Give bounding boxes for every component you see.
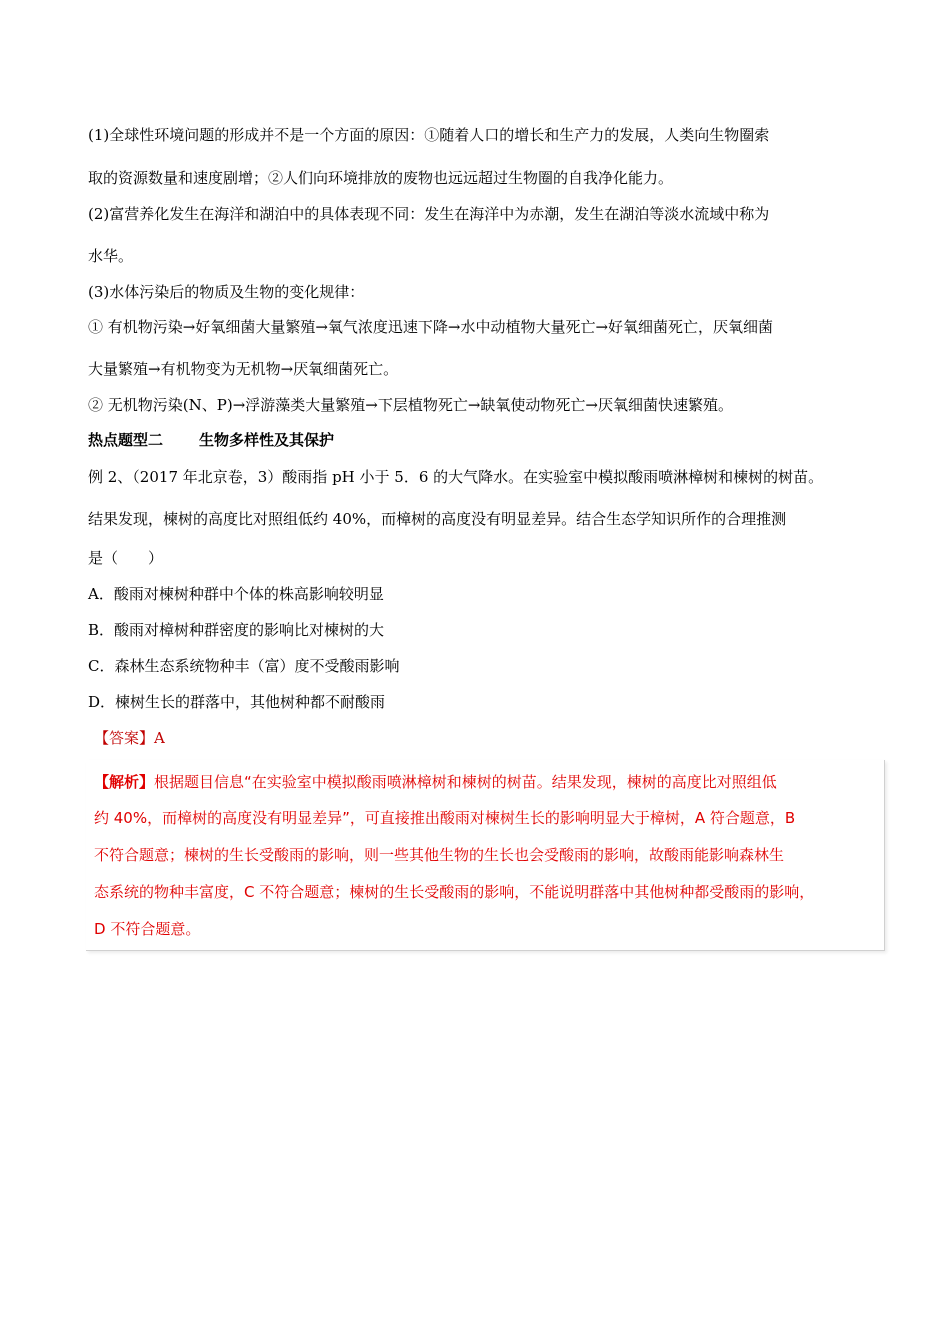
option-a: A．酸雨对楝树种群中个体的株高影响较明显 [88,585,384,603]
section-label: 热点题型二 [88,431,164,449]
section-title: 生物多样性及其保护 [199,431,335,449]
analysis-line-3: 不符合题意；楝树的生长受酸雨的影响，则一些其他生物的生长也会受酸雨的影响，故酸雨能影响森林生 [94,846,785,864]
note-3-item-1-line-1: ① 有机物污染→好氧细菌大量繁殖→氧气浓度迅速下降→水中动植物大量死亡→好氧细菌死亡，厌氧细菌 [88,318,774,336]
analysis-line-5: D 不符合题意。 [94,920,201,938]
analysis-text-1: 根据题目信息“在实验室中模拟酸雨喷淋樟树和楝树的树苗。结果发现，楝树的高度比对照组低 [154,773,777,791]
analysis-line-1 [94,772,777,792]
option-c: C．森林生态系统物种丰（富）度不受酸雨影响 [88,657,400,675]
section-heading [88,430,334,450]
question-line-3: 是（ ） [88,549,164,567]
note-3-item-2: ② 无机物污染(N、P)→浮游藻类大量繁殖→下层植物死亡→缺氧使动物死亡→厌氧细菌快速繁殖。 [88,396,733,414]
option-b: B．酸雨对樟树种群密度的影响比对楝树的大 [88,621,385,639]
note-3-title: (3)水体污染后的物质及生物的变化规律： [88,283,365,301]
note-2-line-1: (2)富营养化发生在海洋和湖泊中的具体表现不同：发生在海洋中为赤潮，发生在湖泊等淡水流域中称为 [88,205,770,223]
note-2-line-2: 水华。 [88,247,134,265]
note-1-line-2: 取的资源数量和速度剧增；②人们向环境排放的废物也远远超过生物圈的自我净化能力。 [88,169,674,187]
analysis-tag: 【解析】 [94,773,155,791]
answer: 【答案】A [94,729,165,747]
note-3-item-1-line-2: 大量繁殖→有机物变为无机物→厌氧细菌死亡。 [88,360,399,378]
question-line-1: 例 2、（2017 年北京卷，3）酸雨指 pH 小于 5．6 的大气降水。在实验室中模拟酸雨喷淋樟树和楝树的树苗。 [88,468,824,486]
analysis-line-4: 态系统的物种丰富度，C 不符合题意；楝树的生长受酸雨的影响，不能说明群落中其他树种都受酸雨的影响， [94,883,815,901]
option-d: D．楝树生长的群落中，其他树种都不耐酸雨 [88,693,386,711]
question-line-2: 结果发现，楝树的高度比对照组低约 40%，而樟树的高度没有明显差异。结合生态学知识所作的合理推测 [88,510,787,528]
note-1-line-1: (1)全球性环境问题的形成并不是一个方面的原因：①随着人口的增长和生产力的发展，人类向生物圈索 [88,126,770,144]
analysis-line-2: 约 40%，而樟树的高度没有明显差异”，可直接推出酸雨对楝树生长的影响明显大于樟树，A 符合题意，B [94,809,796,827]
analysis-box [86,760,885,951]
